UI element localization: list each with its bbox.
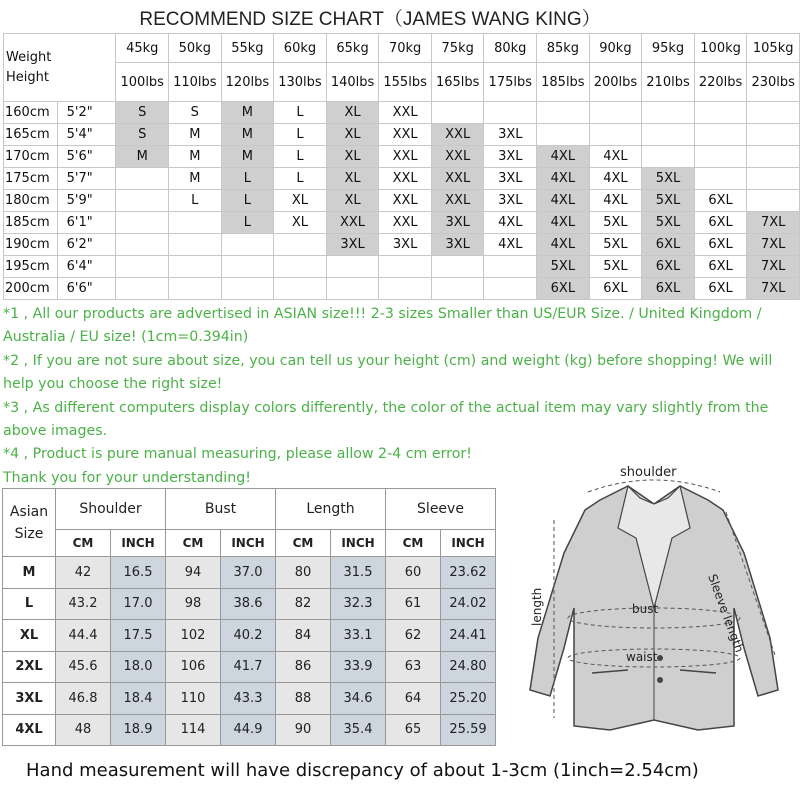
cm-value: 84 (276, 620, 331, 652)
weight-kg-header: 80kg (484, 34, 537, 63)
size-cell: 6XL (694, 190, 747, 212)
size-cell (169, 256, 222, 278)
height-ft: 5'9" (57, 190, 116, 212)
bust-header: Bust (166, 489, 276, 530)
cm-value: 82 (276, 588, 331, 620)
cm-value: 45.6 (56, 651, 111, 683)
asian-size: 4XL (3, 714, 56, 746)
size-cell: 5XL (642, 190, 695, 212)
asian-size: M (3, 557, 56, 589)
table-row (4, 124, 800, 146)
cm-value: 63 (386, 651, 441, 683)
length-header: Length (276, 489, 386, 530)
table-row (3, 651, 496, 683)
size-cell (484, 102, 537, 124)
table-row (4, 234, 800, 256)
cm-value: 43.2 (56, 588, 111, 620)
cm-value: 110 (166, 683, 221, 715)
size-cell: M (221, 102, 274, 124)
size-cell (642, 102, 695, 124)
size-cell: 3XL (484, 190, 537, 212)
size-cell (431, 278, 484, 300)
cm-value: 64 (386, 683, 441, 715)
table-row (3, 714, 496, 746)
weight-lbs-header: 130lbs (274, 63, 327, 102)
note-1: *1 , All our products are advertised in ASIAN size!!! 2-3 sizes Smaller than US/EUR Size. / United Kingdom / Australia / EU size! (1cm=0.394in) (3, 306, 762, 346)
cm-value: 42 (56, 557, 111, 589)
inch-value: 35.4 (331, 714, 386, 746)
asian-size: 2XL (3, 651, 56, 683)
size-cell: 7XL (747, 256, 800, 278)
size-cell: XXL (379, 146, 432, 168)
size-cell: L (274, 146, 327, 168)
label-length: length (530, 587, 544, 626)
size-cell: 6XL (642, 234, 695, 256)
size-cell: XL (326, 190, 379, 212)
size-cell (274, 256, 327, 278)
size-cell: L (221, 168, 274, 190)
size-cell: M (169, 146, 222, 168)
weight-lbs-header: 120lbs (221, 63, 274, 102)
size-cell: L (169, 190, 222, 212)
height-cm: 200cm (4, 278, 58, 300)
weight-lbs-header: 230lbs (747, 63, 800, 102)
size-cell: XXL (379, 102, 432, 124)
table-row (4, 212, 800, 234)
size-cell: 6XL (589, 278, 642, 300)
size-cell: M (169, 168, 222, 190)
size-cell: 7XL (747, 234, 800, 256)
weight-lbs-header: 110lbs (169, 63, 222, 102)
cm-value: 86 (276, 651, 331, 683)
size-cell (747, 168, 800, 190)
size-cell (747, 146, 800, 168)
table-row (3, 620, 496, 652)
cm-value: 98 (166, 588, 221, 620)
weight-kg-header: 65kg (326, 34, 379, 63)
note-4: *4 , Product is pure manual measuring, please allow 2-4 cm error! (3, 446, 472, 463)
measurement-table (2, 488, 496, 746)
note-3: *3 , As different computers display colors differently, the color of the actual item may vary slightly from the above images. (3, 399, 769, 440)
height-ft: 5'4" (57, 124, 116, 146)
size-cell: 4XL (537, 212, 590, 234)
size-cell: L (274, 102, 327, 124)
size-cell: M (116, 146, 169, 168)
size-cell: XXL (379, 190, 432, 212)
height-ft: 5'2" (57, 102, 116, 124)
inch-value: 17.0 (111, 588, 166, 620)
size-cell: S (116, 102, 169, 124)
height-ft: 5'7" (57, 168, 116, 190)
size-cell: XL (326, 124, 379, 146)
size-cell: 3XL (431, 212, 484, 234)
size-cell: L (274, 168, 327, 190)
size-cell: 4XL (537, 146, 590, 168)
inch-value: 37.0 (221, 557, 276, 589)
weight-lbs-header: 100lbs (116, 63, 169, 102)
label-sleeve: Sleeve length (705, 572, 747, 655)
size-cell (274, 234, 327, 256)
sleeve-header: Sleeve (386, 489, 496, 530)
height-ft: 6'4" (57, 256, 116, 278)
size-cell: XXL (431, 190, 484, 212)
unit-inch-header: INCH (441, 530, 496, 557)
size-cell: 4XL (537, 168, 590, 190)
size-cell (221, 256, 274, 278)
table-row (4, 102, 800, 124)
size-cell: 3XL (326, 234, 379, 256)
size-cell: XL (326, 146, 379, 168)
height-ft: 6'2" (57, 234, 116, 256)
size-cell (747, 124, 800, 146)
height-ft: 5'6" (57, 146, 116, 168)
size-cell: 6XL (694, 212, 747, 234)
unit-inch-header: INCH (331, 530, 386, 557)
note-thanks: Thank you for your understanding! (3, 469, 251, 486)
chart-title: RECOMMEND SIZE CHART（JAMES WANG KING） (139, 9, 601, 30)
size-cell: 6XL (694, 278, 747, 300)
size-cell: 5XL (642, 212, 695, 234)
size-cell (589, 124, 642, 146)
asian-size: XL (3, 620, 56, 652)
size-cell (116, 190, 169, 212)
size-cell (694, 102, 747, 124)
inch-value: 25.20 (441, 683, 496, 715)
size-cell (169, 278, 222, 300)
height-cm: 165cm (4, 124, 58, 146)
inch-value: 17.5 (111, 620, 166, 652)
size-cell (747, 190, 800, 212)
size-cell (484, 256, 537, 278)
size-cell (642, 146, 695, 168)
size-cell (484, 278, 537, 300)
cm-value: 90 (276, 714, 331, 746)
note-2: *2 , If you are not sure about size, you can tell us your height (cm) and weight (kg) before shopping! We will help you choose the right size! (3, 352, 773, 393)
size-cell (694, 146, 747, 168)
unit-cm-header: CM (276, 530, 331, 557)
size-cell: XXL (379, 212, 432, 234)
size-cell: 5XL (537, 256, 590, 278)
height-ft: 6'6" (57, 278, 116, 300)
size-cell: 5XL (589, 212, 642, 234)
size-cell: 6XL (537, 278, 590, 300)
size-cell: L (221, 212, 274, 234)
size-cell: XXL (379, 124, 432, 146)
table-row (3, 683, 496, 715)
label-bust: bust (632, 602, 659, 616)
size-cell (537, 102, 590, 124)
cm-value: 94 (166, 557, 221, 589)
weight-kg-header: 95kg (642, 34, 695, 63)
size-cell: 6XL (642, 278, 695, 300)
asian-size-header: Asian Size (3, 489, 56, 557)
height-cm: 195cm (4, 256, 58, 278)
weight-kg-header: 105kg (747, 34, 800, 63)
unit-cm-header: CM (56, 530, 111, 557)
unit-cm-header: CM (386, 530, 441, 557)
weight-kg-header: 45kg (116, 34, 169, 63)
table-row (3, 557, 496, 589)
size-cell: 3XL (379, 234, 432, 256)
size-cell (694, 168, 747, 190)
size-cell (747, 102, 800, 124)
inch-value: 24.02 (441, 588, 496, 620)
size-cell (379, 256, 432, 278)
height-cm: 180cm (4, 190, 58, 212)
inch-value: 23.62 (441, 557, 496, 589)
inch-value: 16.5 (111, 557, 166, 589)
cm-value: 46.8 (56, 683, 111, 715)
inch-value: 18.4 (111, 683, 166, 715)
weight-kg-header: 70kg (379, 34, 432, 63)
unit-cm-header: CM (166, 530, 221, 557)
size-cell (537, 124, 590, 146)
weight-kg-header: 85kg (537, 34, 590, 63)
size-cell: 4XL (537, 190, 590, 212)
cm-value: 61 (386, 588, 441, 620)
cm-value: 80 (276, 557, 331, 589)
size-cell (431, 256, 484, 278)
size-cell (589, 102, 642, 124)
size-cell: 3XL (484, 168, 537, 190)
size-cell: M (221, 146, 274, 168)
size-cell (379, 278, 432, 300)
height-cm: 175cm (4, 168, 58, 190)
weight-lbs-header: 140lbs (326, 63, 379, 102)
weight-kg-header: 60kg (274, 34, 327, 63)
size-cell (274, 278, 327, 300)
inch-value: 25.59 (441, 714, 496, 746)
size-cell: 7XL (747, 212, 800, 234)
size-cell (431, 102, 484, 124)
inch-value: 32.3 (331, 588, 386, 620)
height-cm: 190cm (4, 234, 58, 256)
height-cm: 160cm (4, 102, 58, 124)
size-cell: S (169, 102, 222, 124)
inch-value: 34.6 (331, 683, 386, 715)
size-cell: L (274, 124, 327, 146)
unit-inch-header: INCH (221, 530, 276, 557)
inch-value: 44.9 (221, 714, 276, 746)
size-cell: 7XL (747, 278, 800, 300)
size-cell: 4XL (484, 212, 537, 234)
size-cell: 4XL (589, 168, 642, 190)
asian-size: L (3, 588, 56, 620)
jacket-diagram (508, 458, 800, 758)
inch-value: 31.5 (331, 557, 386, 589)
size-cell: S (116, 124, 169, 146)
size-cell: L (221, 190, 274, 212)
table-row (4, 146, 800, 168)
table-row (4, 256, 800, 278)
height-cm: 170cm (4, 146, 58, 168)
size-cell (221, 234, 274, 256)
cm-value: 60 (386, 557, 441, 589)
size-cell: XL (326, 168, 379, 190)
weight-lbs-header: 175lbs (484, 63, 537, 102)
table-row (4, 168, 800, 190)
weight-lbs-header: 220lbs (694, 63, 747, 102)
size-cell: XXL (326, 212, 379, 234)
weight-kg-header: 50kg (169, 34, 222, 63)
weight-lbs-header: 165lbs (431, 63, 484, 102)
size-cell: XXL (431, 168, 484, 190)
inch-value: 40.2 (221, 620, 276, 652)
weight-lbs-header: 200lbs (589, 63, 642, 102)
weight-kg-header: 90kg (589, 34, 642, 63)
table-row (3, 588, 496, 620)
table-row (4, 278, 800, 300)
cm-value: 48 (56, 714, 111, 746)
size-cell (169, 234, 222, 256)
weight-kg-header: 75kg (431, 34, 484, 63)
size-cell (694, 124, 747, 146)
size-cell: 3XL (484, 146, 537, 168)
size-cell: 4XL (589, 146, 642, 168)
weight-kg-header: 100kg (694, 34, 747, 63)
label-waist: waist (626, 650, 658, 664)
size-cell (116, 234, 169, 256)
size-cell (116, 278, 169, 300)
inch-value: 38.6 (221, 588, 276, 620)
inch-value: 33.1 (331, 620, 386, 652)
size-cell: XL (326, 102, 379, 124)
height-ft: 6'1" (57, 212, 116, 234)
weight-lbs-header: 210lbs (642, 63, 695, 102)
size-cell: XL (274, 190, 327, 212)
size-cell: 5XL (642, 168, 695, 190)
footer-note: Hand measurement will have discrepancy of about 1-3cm (1inch=2.54cm) (26, 760, 699, 781)
size-cell: 4XL (537, 234, 590, 256)
weight-height-corner: Weight Height (4, 34, 116, 102)
cm-value: 62 (386, 620, 441, 652)
size-cell (221, 278, 274, 300)
cm-value: 44.4 (56, 620, 111, 652)
size-cell: M (221, 124, 274, 146)
asian-size: 3XL (3, 683, 56, 715)
size-cell (116, 212, 169, 234)
inch-value: 24.80 (441, 651, 496, 683)
size-cell: 6XL (694, 256, 747, 278)
size-cell: 5XL (589, 234, 642, 256)
size-cell: M (169, 124, 222, 146)
size-cell: XXL (379, 168, 432, 190)
size-cell (642, 124, 695, 146)
weight-lbs-header: 155lbs (379, 63, 432, 102)
inch-value: 24.41 (441, 620, 496, 652)
size-cell: 3XL (484, 124, 537, 146)
height-cm: 185cm (4, 212, 58, 234)
weight-kg-header: 55kg (221, 34, 274, 63)
table-row (4, 190, 800, 212)
cm-value: 106 (166, 651, 221, 683)
size-cell: 5XL (589, 256, 642, 278)
cm-value: 114 (166, 714, 221, 746)
size-cell: 4XL (589, 190, 642, 212)
inch-value: 43.3 (221, 683, 276, 715)
cm-value: 65 (386, 714, 441, 746)
cm-value: 102 (166, 620, 221, 652)
inch-value: 33.9 (331, 651, 386, 683)
size-cell: 6XL (694, 234, 747, 256)
recommend-size-table (3, 33, 800, 300)
shoulder-header: Shoulder (56, 489, 166, 530)
size-cell (326, 256, 379, 278)
weight-lbs-header: 185lbs (537, 63, 590, 102)
size-cell: XXL (431, 146, 484, 168)
size-cell: XL (274, 212, 327, 234)
label-shoulder: shoulder (620, 465, 677, 480)
size-cell (116, 168, 169, 190)
size-cell (326, 278, 379, 300)
size-cell (116, 256, 169, 278)
size-cell (169, 212, 222, 234)
size-cell: 4XL (484, 234, 537, 256)
size-cell: XXL (431, 124, 484, 146)
size-cell: 6XL (642, 256, 695, 278)
size-cell: 3XL (431, 234, 484, 256)
cm-value: 88 (276, 683, 331, 715)
inch-value: 41.7 (221, 651, 276, 683)
inch-value: 18.9 (111, 714, 166, 746)
inch-value: 18.0 (111, 651, 166, 683)
unit-inch-header: INCH (111, 530, 166, 557)
